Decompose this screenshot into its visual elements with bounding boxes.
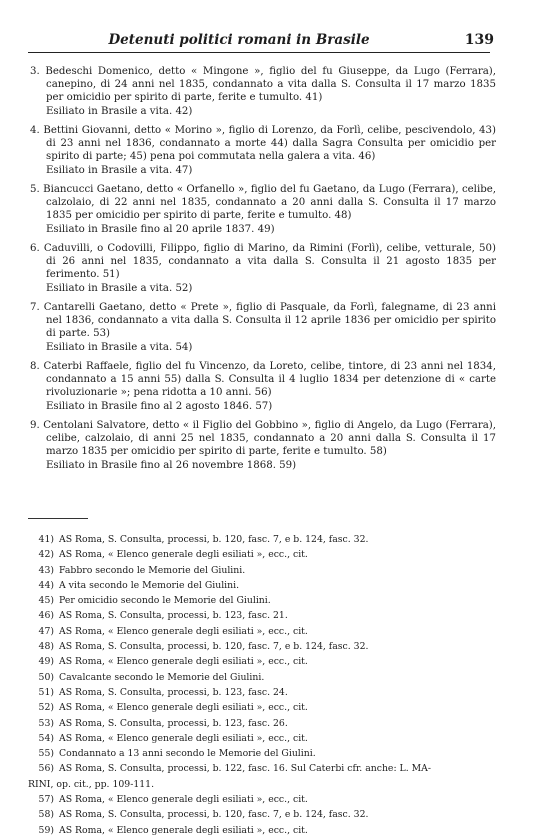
page-number: 139 <box>464 32 494 48</box>
footnote-text: AS Roma, S. Consulta, processi, b. 123, fasc. 26. <box>59 717 288 729</box>
list-item <box>30 301 496 354</box>
entry-list <box>30 65 496 478</box>
footnote-text: A vita secondo le Memorie del Giulini. <box>59 579 240 591</box>
entry-text: 4. Bettini Giovanni, detto « Morino », figlio di Lorenzo, da Forlì, celibe, pescivendolo, 43) di 23 anni nel 1836, condannato a morte 44) dalla Sagra Consulta per omicidio per spirito di parte; 45) pena poi commutata nella galera a vita. 46) <box>30 125 496 162</box>
footnote <box>28 746 498 761</box>
entry-text: 5. Biancucci Gaetano, detto « Orfanello », figlio del fu Gaetano, da Lugo (Ferrara), celibe, calzolaio, di 22 anni nel 1835, condannato a 20 anni dalla S. Consulta il 17 marzo 1835 per omicidio per spirito di parte, ferite e tumulto. 48) <box>30 184 496 221</box>
list-item <box>30 242 496 295</box>
running-title: Detenuti politici romani in Brasile <box>108 32 370 48</box>
footnote-text: AS Roma, « Elenco generale degli esiliati », ecc., cit. <box>59 794 308 806</box>
footnote-text: AS Roma, « Elenco generale degli esiliati », ecc., cit. <box>59 732 308 744</box>
footnote <box>28 823 498 838</box>
footnote-number: 48) <box>38 641 54 653</box>
footnote <box>28 700 498 715</box>
entry-text: 9. Centolani Salvatore, detto « il Figlio del Gobbino », figlio di Angelo, da Lugo (Ferrara), celibe, calzolaio, di anni 25 nel 1835, condannato a 20 anni dalla S. Consulta il 17 marzo 1835 per omicidio per spirito di parte, ferite e tumulto. 58) <box>30 420 496 457</box>
footnote-number: 56) <box>38 763 54 775</box>
footnote <box>28 563 498 578</box>
list-item <box>30 124 496 177</box>
footnote-number: 54) <box>38 732 54 744</box>
entry-exile: Esiliato in Brasile fino al 26 novembre 1868. 59) <box>46 460 297 471</box>
entry-exile: Esiliato in Brasile a vita. 52) <box>46 283 193 294</box>
footnote-text: AS Roma, S. Consulta, processi, b. 123, fasc. 21. <box>59 610 288 622</box>
entry-exile: Esiliato in Brasile a vita. 47) <box>46 165 193 176</box>
footnote-number: 52) <box>38 702 54 714</box>
footnote <box>28 532 498 547</box>
footnote <box>28 624 498 639</box>
entry-exile: Esiliato in Brasile a vita. 42) <box>46 106 193 117</box>
footnote <box>28 593 498 608</box>
footnote-text: AS Roma, S. Consulta, processi, b. 123, fasc. 24. <box>59 686 288 698</box>
footnote-number: 41) <box>38 534 54 545</box>
entry-text: 6. Caduvilli, o Codovilli, Filippo, figlio di Marino, da Rimini (Forlì), celibe, vetturale, 50) di 26 anni nel 1835, condannato a vita dalla S. Consulta il 21 agosto 1835 per ferimento. 51) <box>30 243 496 280</box>
footnote-text: AS Roma, S. Consulta, processi, b. 120, fasc. 7, e b. 124, fasc. 32. <box>59 534 369 545</box>
footnote-text: AS Roma, « Elenco generale degli esiliati », ecc., cit. <box>59 702 308 714</box>
footnote-number: 45) <box>38 595 54 607</box>
footnote-number: 58) <box>38 809 54 821</box>
footnote-text: AS Roma, S. Consulta, processi, b. 120, fasc. 7, e b. 124, fasc. 32. <box>59 641 369 653</box>
footnote-number: 44) <box>38 579 54 591</box>
footnote-text: Cavalcante secondo le Memorie del Giulini. <box>59 671 265 683</box>
footnote <box>28 670 498 685</box>
footnote-text: AS Roma, S. Consulta, processi, b. 122, fasc. 16. Sul Caterbi cfr. anche: L. MA- <box>59 763 431 775</box>
footnote-text: AS Roma, « Elenco generale degli esiliati », ecc., cit. <box>59 656 308 668</box>
footnote <box>28 654 498 669</box>
list-item <box>30 360 496 413</box>
footnote-number: 46) <box>38 610 54 622</box>
footnote <box>28 547 498 562</box>
footnote-text: AS Roma, « Elenco generale degli esiliati », ecc., cit. <box>59 549 308 561</box>
footnote-number: 43) <box>38 564 54 576</box>
footnote-number: 53) <box>38 717 54 729</box>
footnote-divider <box>28 518 88 519</box>
list-item <box>30 419 496 472</box>
footnotes <box>28 532 498 838</box>
footnote-number: 57) <box>38 794 54 806</box>
entry-text: 7. Cantarelli Gaetano, detto « Prete », figlio di Pasquale, da Forlì, falegname, di 23 anni nel 1836, condannato a vita dalla S. Consulta il 12 aprile 1836 per omicidio per spirito di parte. 53) <box>30 302 496 339</box>
footnote-text: AS Roma, « Elenco generale degli esiliati », ecc., cit. <box>59 824 308 836</box>
footnote <box>28 716 498 731</box>
entry-text: 8. Caterbi Raffaele, figlio del fu Vincenzo, da Loreto, celibe, tintore, di 23 anni nel 1834, condannato a 15 anni 55) dalla S. Consulta il 4 luglio 1834 per detenzione di « carte rivoluzionarie »; pena ridotta a 10 anni. 56) <box>30 361 496 398</box>
footnote <box>28 578 498 593</box>
footnote-number: 42) <box>38 549 54 561</box>
list-item <box>30 65 496 118</box>
footnote-text: AS Roma, S. Consulta, processi, b. 120, fasc. 7, e b. 124, fasc. 32. <box>59 809 369 821</box>
footnote <box>28 639 498 654</box>
footnote-text: AS Roma, « Elenco generale degli esiliati », ecc., cit. <box>59 625 308 637</box>
footnote-number: 47) <box>38 625 54 637</box>
footnote-number: 50) <box>38 671 54 683</box>
entry-text: 3. Bedeschi Domenico, detto « Mingone », figlio del fu Giuseppe, da Lugo (Ferrara), canepino, di 24 anni nel 1835, condannato a vita dalla S. Consulta il 17 marzo 1835 per omicidio per spirito di parte, ferite e tumulto. 41) <box>30 66 496 103</box>
footnote-number: 51) <box>38 686 54 698</box>
running-header <box>28 30 494 53</box>
footnote <box>28 731 498 746</box>
footnote <box>28 685 498 700</box>
footnote <box>28 807 498 822</box>
entry-exile: Esiliato in Brasile fino al 2 agosto 1846. 57) <box>46 401 273 412</box>
footnote-text: Per omicidio secondo le Memorie del Giulini. <box>59 595 271 607</box>
footnote <box>28 792 498 807</box>
footnote-number: 49) <box>38 656 54 668</box>
entry-exile: Esiliato in Brasile a vita. 54) <box>46 342 193 353</box>
footnote-number: 59) <box>38 824 54 836</box>
footnote-text: RINI, op. cit., pp. 109-111. <box>28 778 155 790</box>
footnote <box>28 761 498 776</box>
footnote-number: 55) <box>38 748 54 760</box>
list-item <box>30 183 496 236</box>
footnote-text: Condannato a 13 anni secondo le Memorie del Giulini. <box>59 748 316 760</box>
entry-exile: Esiliato in Brasile fino al 20 aprile 1837. 49) <box>46 224 275 235</box>
footnote-continuation <box>28 777 498 792</box>
footnote <box>28 608 498 623</box>
footnote-text: Fabbro secondo le Memorie del Giulini. <box>59 564 246 576</box>
